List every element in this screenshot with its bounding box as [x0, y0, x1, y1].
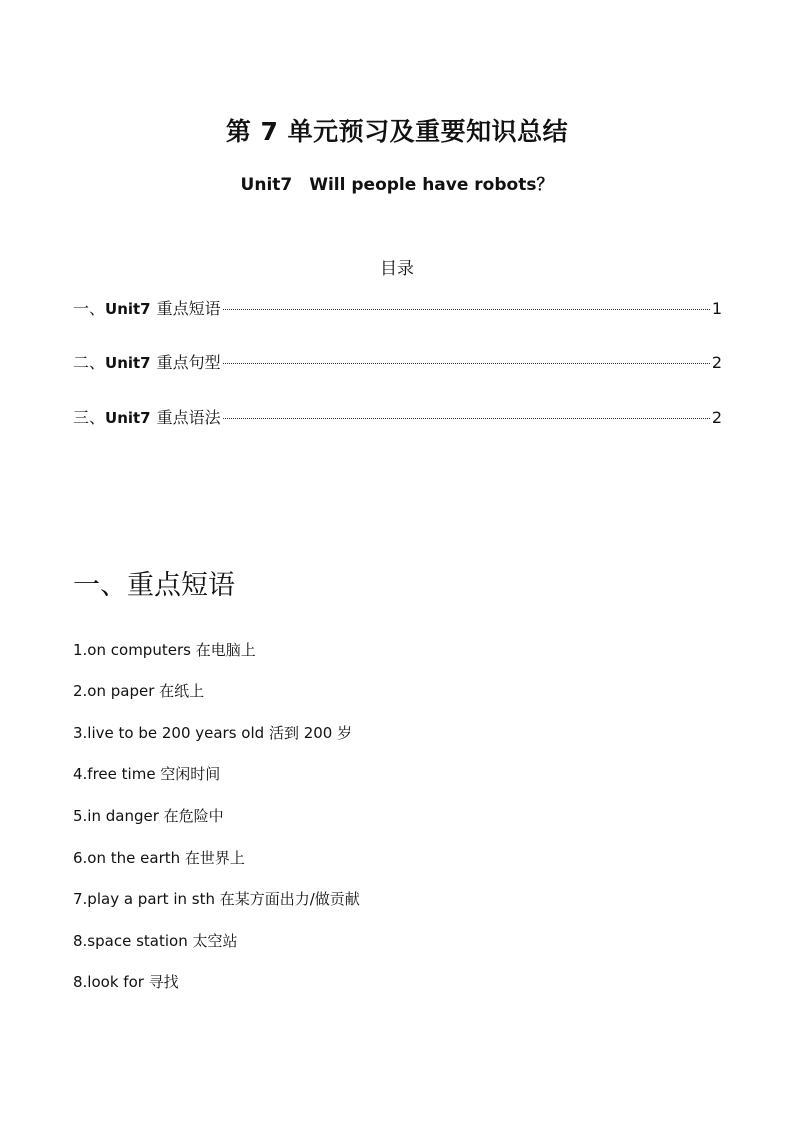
phrase-item: 8.space station 太空站 — [73, 932, 238, 950]
toc-entry[interactable] — [73, 296, 722, 319]
toc-heading: 目录 — [380, 259, 414, 279]
toc-entry-prefix: 二、 — [73, 353, 106, 372]
toc-entry-label: 重点句型 — [156, 353, 221, 372]
toc-entry-label: 重点语法 — [156, 408, 221, 427]
toc-entry-page: 2 — [711, 353, 722, 372]
toc-entry-label: 重点短语 — [156, 299, 221, 318]
toc-entry-prefix: 三、 — [73, 408, 106, 427]
phrase-item: 6.on the earth 在世界上 — [73, 849, 245, 867]
phrase-item: 4.free time 空闲时间 — [73, 765, 221, 783]
toc-entry[interactable] — [73, 350, 722, 373]
phrase-item: 3.live to be 200 years old 活到 200 岁 — [73, 724, 353, 742]
toc-entry-unit: Unit7 — [105, 300, 151, 318]
toc-entry-page: 2 — [711, 408, 722, 427]
page-title: 第 7 单元预习及重要知识总结 — [225, 117, 569, 146]
section-heading: 一、重点短语 — [73, 570, 235, 601]
toc-entry-page: 1 — [711, 299, 722, 318]
phrase-item: 1.on computers 在电脑上 — [73, 641, 256, 659]
toc-entry[interactable] — [73, 405, 722, 428]
phrase-item: 2.on paper 在纸上 — [73, 682, 205, 700]
page-subtitle: Unit7 Will people have robots？ — [240, 175, 554, 195]
toc-dot-leader — [223, 418, 710, 419]
phrase-item: 7.play a part in sth 在某方面出力/做贡献 — [73, 890, 360, 908]
toc-entry-prefix: 一、 — [73, 299, 106, 318]
toc-dot-leader — [223, 363, 710, 364]
phrase-item: 5.in danger 在危险中 — [73, 807, 224, 825]
toc-entry-unit: Unit7 — [105, 354, 151, 372]
phrase-item: 8.look for 寻找 — [73, 973, 179, 991]
toc-dot-leader — [223, 309, 710, 310]
toc-entry-unit: Unit7 — [105, 409, 151, 427]
